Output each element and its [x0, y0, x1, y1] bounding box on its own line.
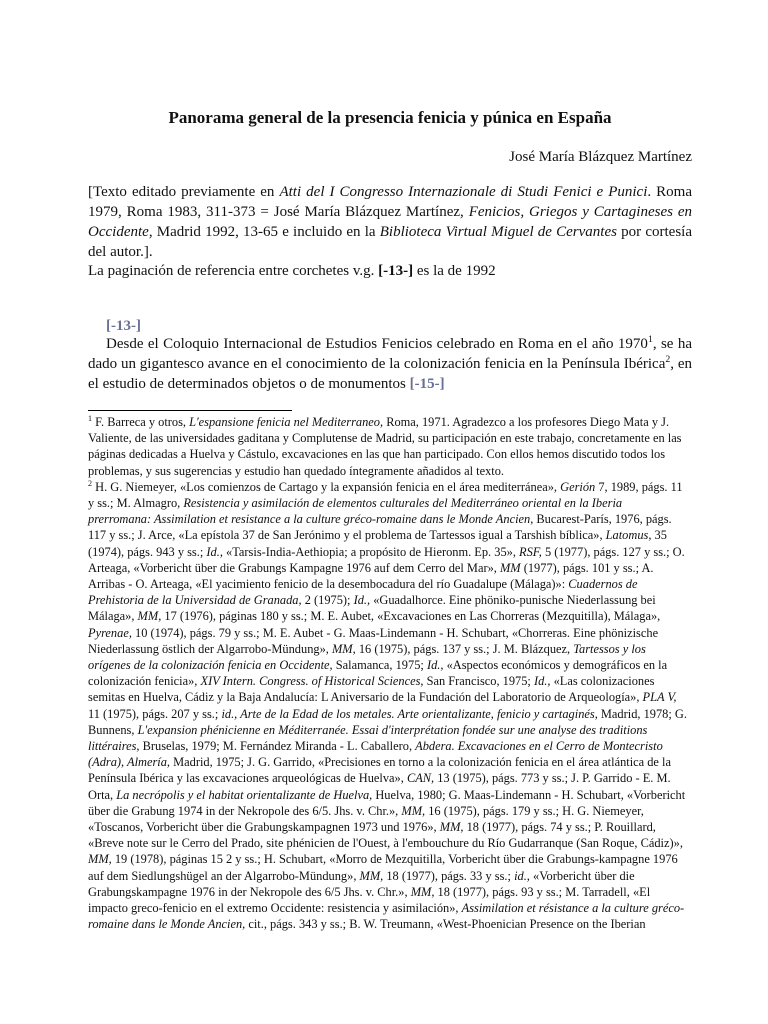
footnote-number: 2: [88, 478, 93, 488]
footnote-text: 11 (1975), págs. 207 y ss.;: [88, 706, 222, 721]
body-text: , en el estudio de determinados objetos o de monumentos: [88, 356, 692, 392]
footnote-citation: PLA V,: [642, 690, 677, 705]
footnote-citation: Pyrenae,: [88, 625, 132, 640]
footnote-text: 17 (1976), páginas 180 y ss.; M. E. Aubet, «Excavaciones en Las Chorreras (Mezquitilla), Málaga»,: [161, 609, 661, 624]
intro-citation-atti: Atti del I Congresso Internazionale di Studi Fenici e Punici: [279, 184, 648, 200]
footnote-citation: CAN,: [406, 771, 435, 786]
footnote-text: 2 (1975);: [301, 593, 354, 608]
footnote-1: [88, 414, 688, 479]
footnote-citation: MM: [499, 560, 521, 575]
footnote-text: «Aspectos económicos y demográficos en la colonización fenicia»,: [88, 658, 668, 689]
footnote-text: Huelva, 1980; G. Maas-Lindemann - H. Schubart, «Vorbericht über die Grabung 1974 in der Nekropole des 6/5. Jhs. v. Chr.»,: [88, 787, 686, 818]
footnote-text: «Tarsis-India-Aethiopia; a propósito de Hieronm. Ep. 35»,: [222, 544, 520, 559]
footnote-citation: Resistencia y asimilación de elementos culturales del Mediterráneo oriental en la Iberia prerromana: Assimilation et resistance a la culture gréco-romaine dans le Monde Ancien: [88, 496, 623, 527]
body-text: Desde el Coloquio Internacional de Estudios Fenicios celebrado en Roma en el año 1970: [106, 336, 648, 352]
footnote-text: 10 (1974), págs. 79 y ss.; M. E. Aubet - G. Maas-Lindemann - H. Schubart, «Chorreras. Eine phönizische Niederlassung östlich der Algarrobo-Mündung»,: [88, 625, 659, 656]
author-name: José María Blázquez Martínez: [509, 149, 692, 165]
footnote-text: (1977), págs. 101 y ss.; A. Arribas - O. Arteaga, «El yacimiento fenicio de la desembocadura del río Guadalupe (Málaga)»:: [88, 560, 654, 592]
footnotes: [88, 414, 688, 933]
footnote-text: F. Barreca y otros,: [92, 415, 190, 429]
footnote-citation: Id.,: [353, 593, 371, 608]
footnote-citation: MM,: [359, 868, 384, 883]
footnote-citation: Latomus,: [605, 528, 652, 543]
footnote-divider: [88, 410, 292, 411]
footnote-citation: MM,: [88, 852, 112, 867]
footnote-ref-2[interactable]: 2: [665, 354, 671, 365]
page-marker-13: [-13-]: [106, 318, 141, 334]
footnote-text: Roma, 1971. Agradezco a los profesores Diego Mata y J. Valiente, de las universidades gaditana y Complutense de Madrid, su participación en este trabajo, concretamente en las páginas dedicadas a Huelva y Cástulo, excavaciones en las que han participado. Con ellos hemos discutido todos los problemas, y sus sugerencias y estudio han quedado íntegramente añadidos al texto.: [88, 415, 682, 478]
footnote-citation: Abdera. Excavaciones en el Cerro de Montecristo (Adra), Almería,: [88, 739, 663, 770]
footnote-text: 18 (1977), págs. 33 y ss.;: [383, 868, 515, 883]
intro-citation-library: Biblioteca Virtual Miguel de Cervantes: [379, 224, 617, 240]
footnote-citation: MM,: [137, 609, 162, 624]
footnote-text: «Las colonizaciones semitas en Huelva, Cádiz y la Baja Andalucía: L Aniversario de la Fundación del Laboratorio de Arqueología»,: [88, 674, 655, 705]
footnote-citation: Id.,: [533, 674, 551, 689]
footnote-number: 1: [88, 413, 93, 423]
footnote-citation: Id.,: [206, 544, 223, 559]
footnote-citation: Cuadernos de Prehistoria de la Universidad de Granada,: [88, 577, 638, 608]
pagination-marker: [-13-]: [378, 263, 414, 279]
footnote-text: , Bucarest-París, 1976, págs. 117 y ss.; J. Arce, «La epístola 37 de San Jerónimo y el problema de Tartessos igual a Tarshish bíblica»,: [88, 512, 672, 543]
body-text: , se ha dado un gigantesco avance en el conocimiento de la colonización fenicia en la Península Ibérica: [88, 336, 692, 372]
footnote-text: 16 (1975), págs. 137 y ss.; J. M. Blázquez,: [355, 641, 574, 656]
footnote-text: 16 (1975), págs. 179 y ss.; H. G. Niemeyer, «Toscanos, Vorbericht über die Grabungskampagnen 1973 und 1976»,: [88, 803, 644, 835]
pagination-text: La paginación de referencia entre corchetes v.g.: [88, 263, 379, 279]
footnote-text: 19 (1978), páginas 15 2 y ss.; H. Schubart, «Morro de Mezquitilla, Vorbericht über die Grabungs-kampagne 1976 auf dem Siedlungshügel an der Algarrobo-Mündung»,: [88, 852, 678, 883]
footnote-citation: Tartessos y los orígenes de la colonización fenicia en Occidente,: [88, 641, 646, 673]
pagination-text: es la de 1992: [413, 263, 496, 279]
footnote-text: Madrid, 1975; J. G. Garrido, «Precisiones en torno a la colonización fenicia en el área atlántica de la Península Ibérica y las excavaciones arqueológicas de Huelva»,: [88, 755, 671, 786]
footnote-citation: Assimilation et résistance a la culture gréco-romaine dans le Monde Ancien,: [88, 901, 685, 932]
footnote-text: «Vorbericht über die Grabungskampagne 1976 in der Nekropole des 6/5 Jhs. v. Chr.»,: [88, 868, 635, 899]
footnote-citation: La necrópolis y el habitat orientalizante de Huelva,: [116, 787, 373, 802]
footnote-citation: MM,: [439, 820, 464, 835]
footnote-text: cit., págs. 343 y ss.; B. W. Treumann, «West-Phoenician Presence on the Iberian: [245, 917, 646, 932]
footnote-text: 35 (1974), págs. 943 y ss.;: [88, 528, 667, 559]
footnote-text: H. G. Niemeyer, «Los comienzos de Cartago y la expansión fenicia en el área mediterránea»,: [92, 479, 561, 494]
footnote-text: Madrid, 1978; G. Bunnens,: [88, 706, 687, 737]
footnote-citation: Gerión: [560, 479, 596, 494]
footnote-text: Bruselas, 1979; M. Fernández Miranda - L. Caballero,: [139, 739, 416, 754]
footnote-citation: MM,: [410, 884, 435, 899]
footnote-text: 18 (1977), págs. 74 y ss.; P. Rouillard, «Breve note sur le Cerro del Prado, site phénicien de l'Ouest, à l'embouchure du Río Gudarranque (San Roque, Cádiz)»,: [88, 820, 683, 851]
footnote-citation: XIV Intern. Congress. of Historical Sciences: [200, 674, 421, 689]
footnote-citation: Id.,: [426, 658, 444, 673]
footnote-text: 18 (1977), págs. 93 y ss.; M. Tarradell, «El impacto greco-fenicio en el extremo Occidente: resistencia y asimilación»,: [88, 884, 651, 916]
footnote-text: 13 (1975), págs. 773 y ss.; J. P. Garrido - E. M. Orta,: [88, 771, 671, 802]
footnote-text: 5 (1977), págs. 127 y ss.; O. Arteaga, «Vorbericht über die Grabungs Kampagne 1976 auf dem Cerro del Mar»,: [88, 544, 685, 575]
pagination-note: [88, 261, 692, 281]
footnote-citation: MM,: [401, 803, 426, 818]
footnote-text: Salamanca, 1975;: [332, 658, 427, 673]
intro-citation-book: Fenicios, Griegos y Cartagineses en Occidente: [88, 204, 693, 240]
intro-text: , Madrid 1992, 13-65 e incluido en la: [148, 224, 380, 240]
footnote-text: , San Francisco, 1975;: [420, 674, 534, 689]
intro-paragraph: [88, 182, 692, 262]
page-marker-15: [-15-]: [409, 376, 445, 392]
intro-text: [Texto editado previamente en: [88, 184, 280, 200]
intro-note: [88, 182, 692, 262]
footnote-citation: id.,: [514, 868, 530, 883]
footnote-citation: L'expansion phénicienne en Méditerranée. Essai d'interprétation fondée sur une analyse des traditions littéraires,: [88, 722, 648, 754]
footnote-citation: RSF,: [519, 544, 542, 559]
footnote-ref-1[interactable]: 1: [647, 334, 653, 345]
footnote-citation: MM,: [331, 641, 356, 656]
footnote-citation: L'espansione fenicia nel Mediterraneo,: [189, 415, 384, 429]
document-title: Panorama general de la presencia fenicia y púnica en España: [168, 108, 612, 127]
footnote-text: 7, 1989, págs. 11 y ss.; M. Almagro,: [88, 479, 683, 511]
footnote-2: [88, 479, 688, 933]
footnote-text: «Guadalhorce. Eine phöniko-punische Niederlassung bei Málaga»,: [88, 593, 656, 624]
intro-text: . Roma 1979, Roma 1983, 311-373 = José María Blázquez Martínez,: [88, 184, 692, 220]
intro-text: por cortesía del autor.].: [88, 224, 692, 260]
body-paragraph: [88, 334, 692, 394]
footnote-citation: id., Arte de la Edad de los metales. Arte orientalizante, fenicio y cartaginés,: [221, 706, 598, 721]
